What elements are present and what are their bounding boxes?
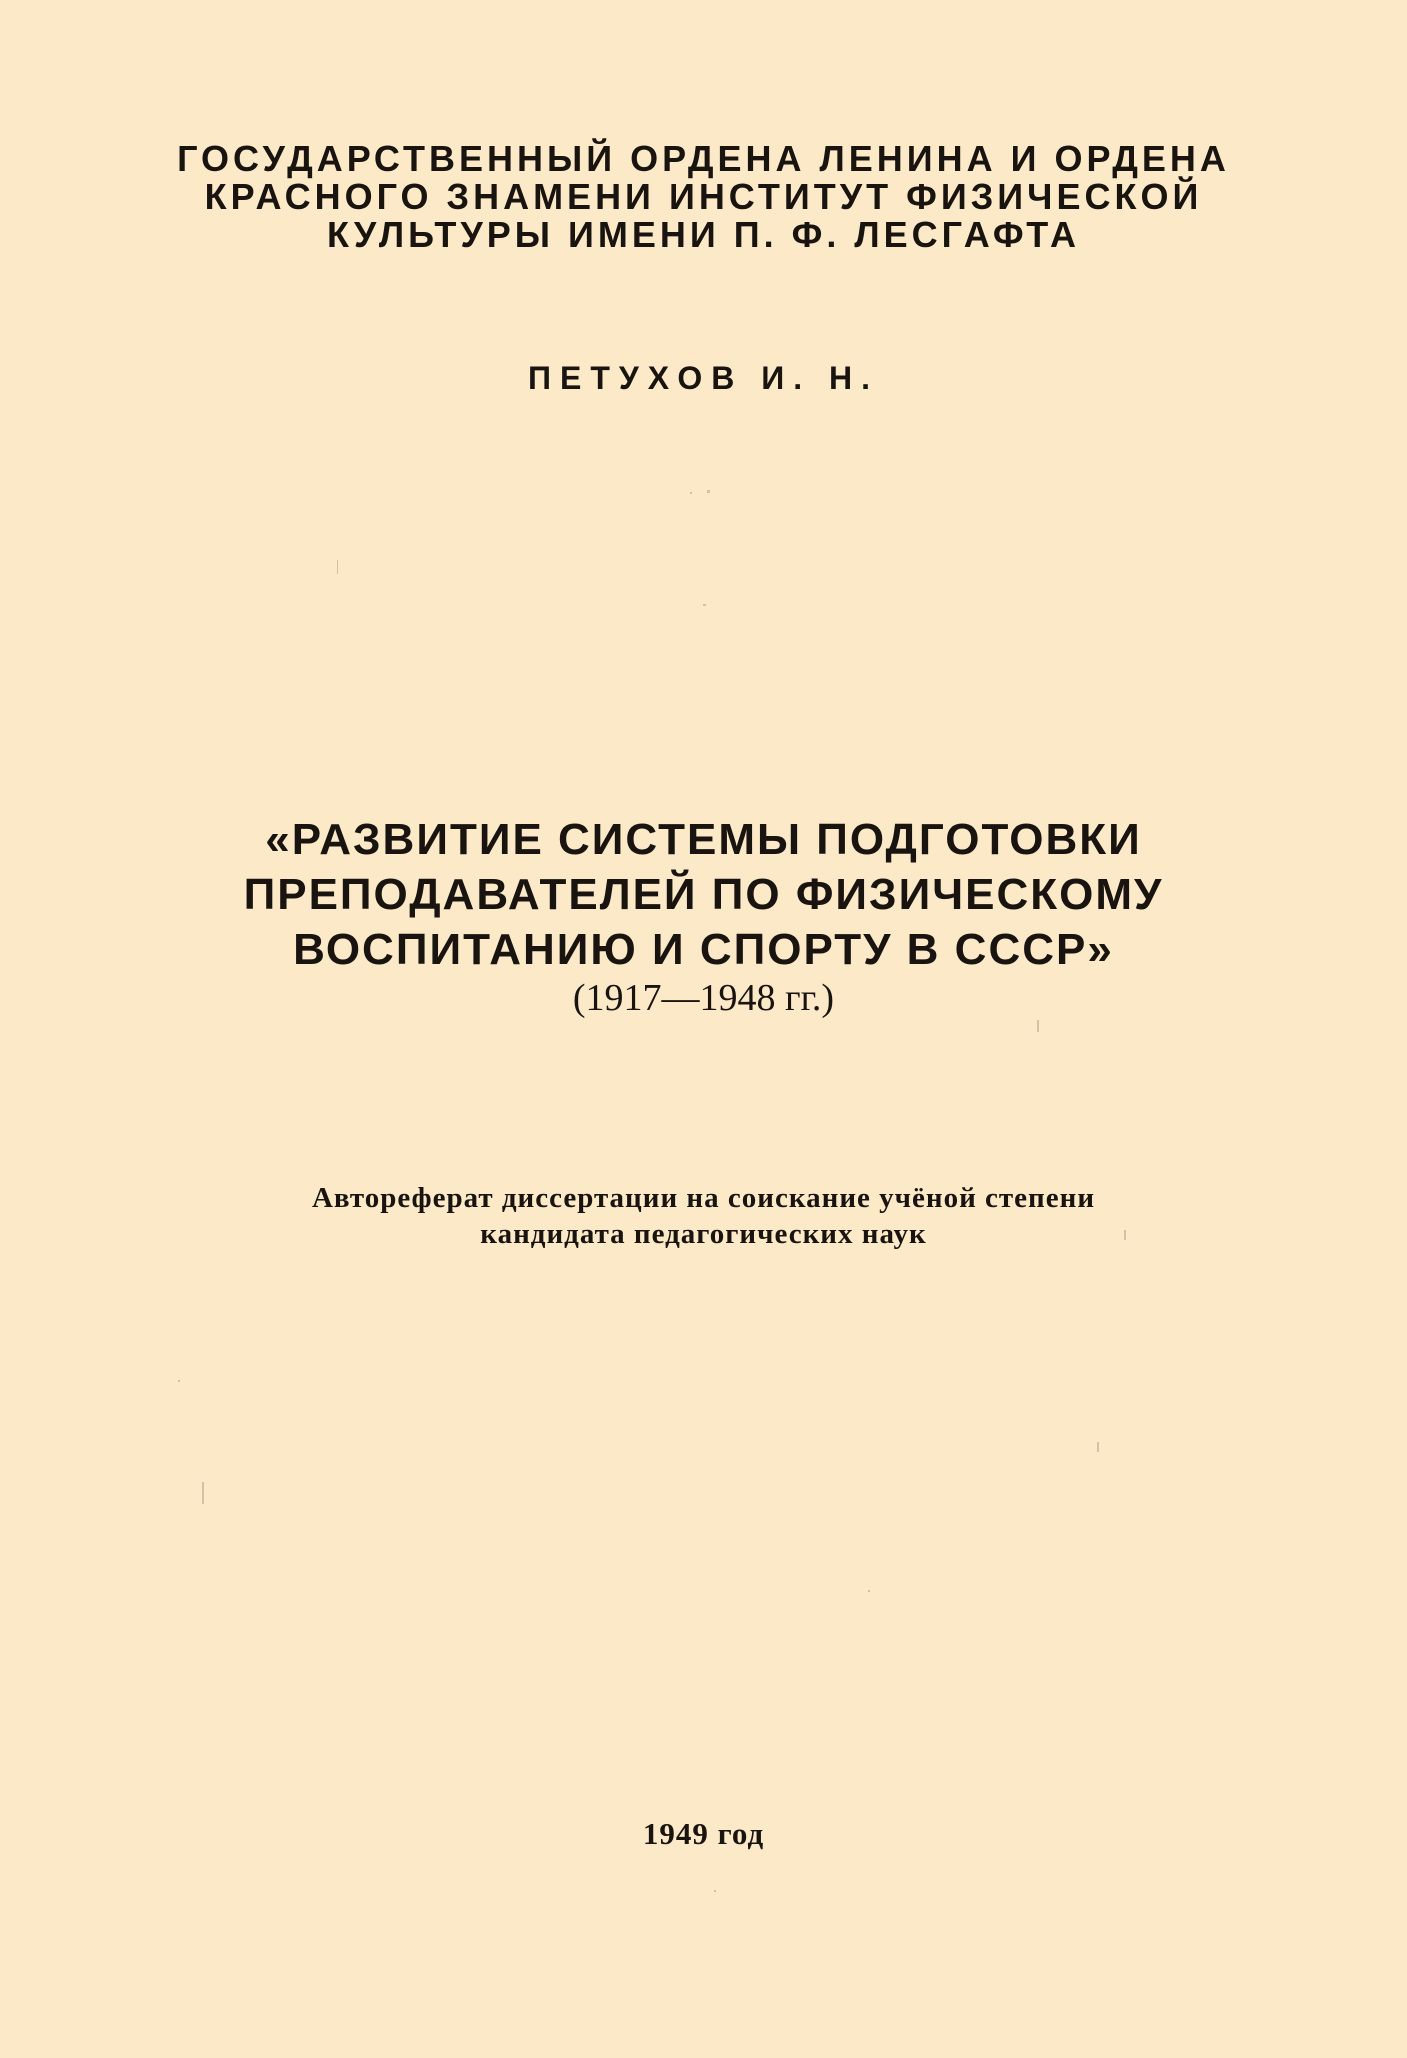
title-line: «РАЗВИТИЕ СИСТЕМЫ ПОДГОТОВКИ — [265, 815, 1142, 864]
paper-speck — [1037, 1020, 1039, 1032]
paper-speck — [714, 1890, 716, 1892]
paper-speck — [1097, 1442, 1099, 1452]
subtitle-line: кандидата педагогических наук — [480, 1218, 927, 1250]
institution-name — [0, 140, 1407, 254]
paper-speck — [707, 490, 710, 493]
author-name: ПЕТУХОВ И. Н. — [528, 360, 879, 396]
paper-speck — [178, 1380, 180, 1382]
institution-line: КРАСНОГО ЗНАМЕНИ ИНСТИТУТ ФИЗИЧЕСКОЙ — [204, 176, 1203, 217]
title-line: ПРЕПОДАВАТЕЛЕЙ ПО ФИЗИЧЕСКОМУ — [243, 870, 1164, 919]
institution-line: КУЛЬТУРЫ ИМЕНИ П. Ф. ЛЕСГАФТА — [327, 214, 1080, 255]
paper-speck — [337, 560, 338, 574]
paper-speck — [690, 492, 692, 494]
subtitle-line: Автореферат диссертации на соискание учёной степени — [311, 1182, 1096, 1214]
abstract-subtitle — [0, 1180, 1407, 1252]
paper-speck — [1124, 1230, 1126, 1240]
paper-speck — [868, 1590, 870, 1592]
dissertation-title — [0, 812, 1407, 977]
publication-year: 1949 год — [642, 1816, 765, 1851]
paper-speck — [202, 1482, 204, 1504]
title-years: (1917—1948 гг.) — [572, 977, 835, 1019]
institution-line: ГОСУДАРСТВЕННЫЙ ОРДЕНА ЛЕНИНА И ОРДЕНА — [177, 138, 1230, 179]
paper-speck — [703, 604, 706, 606]
title-line: ВОСПИТАНИЮ И СПОРТУ В СССР» — [293, 925, 1114, 974]
